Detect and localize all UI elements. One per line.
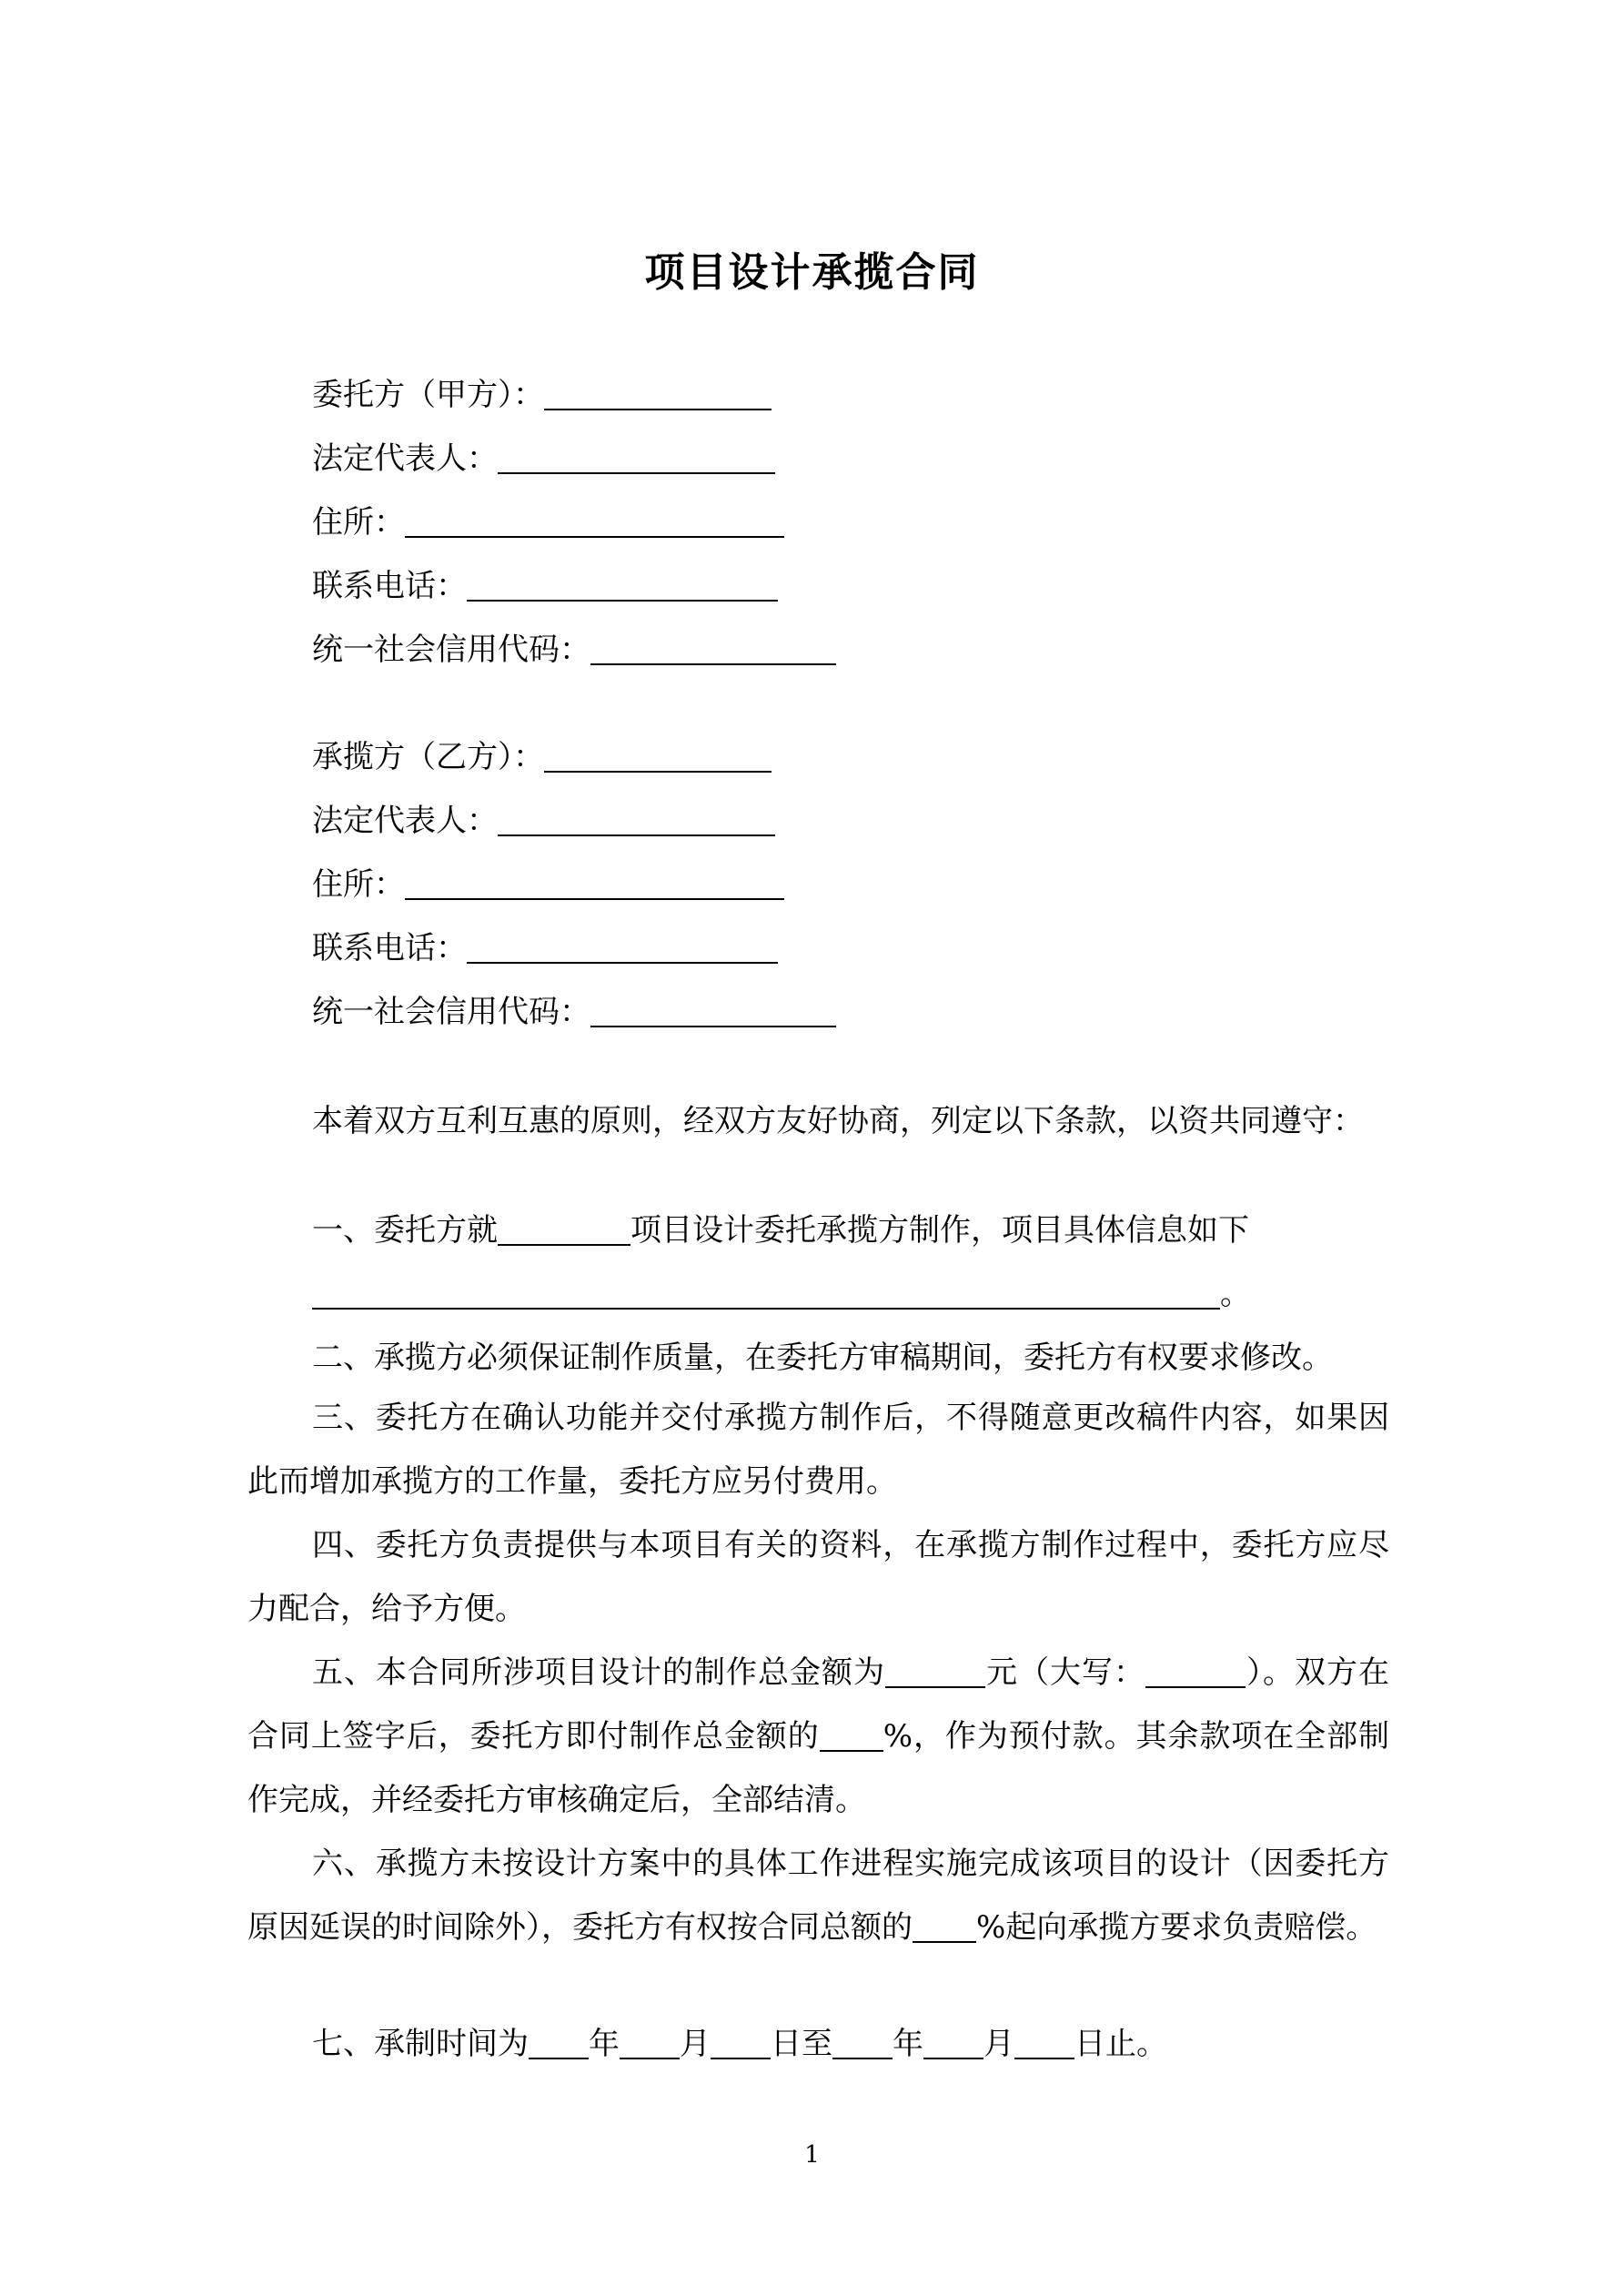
clause-1-text-end: 项目设计委托承揽方制作，项目具体信息如下 — [630, 1212, 1249, 1249]
party-b-phone-blank[interactable] — [467, 929, 778, 964]
party-a-address-blank[interactable] — [405, 503, 784, 538]
party-b-code-row — [312, 990, 836, 1034]
clause-7-start-month-blank[interactable] — [620, 2025, 680, 2059]
party-b-phone-row — [312, 926, 778, 970]
party-b-phone-label: 联系电话： — [312, 930, 467, 966]
clause-1-info-row — [312, 1272, 1251, 1316]
party-a-code-label: 统一社会信用代码： — [312, 632, 590, 668]
party-a-rep-label: 法定代表人： — [312, 440, 498, 477]
clause-6-percent-blank[interactable] — [913, 1908, 976, 1943]
clause-5-text-2: 元（大写： — [985, 1654, 1145, 1691]
party-b-address-row — [312, 863, 784, 906]
party-b-rep-row — [312, 799, 775, 843]
clause-5-amount-words-blank[interactable] — [1145, 1654, 1246, 1688]
clause-1-info-blank[interactable] — [312, 1275, 1220, 1310]
clause-7-month2-label: 月 — [983, 2026, 1014, 2062]
party-b-address-label: 住所： — [312, 866, 405, 903]
clause-7-start-day-blank[interactable] — [711, 2025, 771, 2059]
clause-5-percent-blank[interactable] — [820, 1717, 883, 1752]
clause-7-end-month-blank[interactable] — [923, 2025, 983, 2059]
party-a-code-blank[interactable] — [590, 631, 836, 665]
clause-1-text-start: 一、委托方就 — [312, 1212, 498, 1249]
party-a-name-row — [312, 373, 772, 417]
clause-6 — [247, 1832, 1389, 1959]
party-a-code-row — [312, 628, 836, 672]
page-number: 1 — [804, 2141, 820, 2169]
clause-7-end-day-blank[interactable] — [1014, 2025, 1074, 2059]
party-b-name-blank[interactable] — [544, 738, 772, 773]
party-a-name-label: 委托方（甲方）： — [312, 377, 544, 413]
preamble: 本着双方互利互惠的原则，经双方友好协商，列定以下条款，以资共同遵守： — [312, 1103, 1364, 1139]
clause-6-text-2: %起向承揽方要求负责赔偿。 — [976, 1909, 1377, 1946]
clause-5-amount-blank[interactable] — [885, 1654, 985, 1688]
clause-7-text: 七、承制时间为 — [312, 2026, 529, 2062]
party-b-code-label: 统一社会信用代码： — [312, 994, 590, 1030]
clause-7-year-label: 年 — [589, 2026, 620, 2062]
party-a-phone-row — [312, 564, 778, 608]
clause-7-start-year-blank[interactable] — [529, 2025, 589, 2059]
clause-1-row — [312, 1209, 1249, 1252]
party-a-phone-blank[interactable] — [467, 567, 778, 602]
party-a-rep-row — [312, 437, 775, 480]
clause-5-text-1: 五、本合同所涉项目设计的制作总金额为 — [312, 1654, 885, 1691]
clause-1-period: 。 — [1220, 1276, 1251, 1312]
party-b-name-row — [312, 735, 772, 779]
party-a-address-label: 住所： — [312, 504, 405, 541]
party-b-name-label: 承揽方（乙方）： — [312, 739, 544, 775]
clause-7-day-to-label: 日至 — [771, 2026, 832, 2062]
party-a-phone-label: 联系电话： — [312, 568, 467, 604]
clause-1-project-blank[interactable] — [498, 1211, 630, 1246]
page-title: 项目设计承揽合同 — [644, 249, 980, 296]
clause-3: 三、委托方在确认功能并交付承揽方制作后，不得随意更改稿件内容，如果因此而增加承揽方的工作量，委托方应另付费用。 — [247, 1400, 1389, 1500]
party-a-rep-blank[interactable] — [498, 440, 775, 474]
clause-7-year2-label: 年 — [893, 2026, 923, 2062]
clause-5 — [247, 1641, 1389, 1832]
clause-5-text-4: %，作为预付款。其余款项在全部制作完成，并经委托方审核确定后，全部结清。 — [247, 1718, 1390, 1818]
clause-7-day-end-label: 日止。 — [1074, 2026, 1167, 2062]
party-a-address-row — [312, 501, 784, 544]
clause-7 — [312, 2022, 1167, 2066]
party-b-rep-label: 法定代表人： — [312, 803, 498, 839]
clause-2: 二、承揽方必须保证制作质量，在委托方审稿期间，委托方有权要求修改。 — [312, 1340, 1333, 1376]
clause-7-end-year-blank[interactable] — [832, 2025, 893, 2059]
party-a-name-blank[interactable] — [544, 376, 772, 410]
party-b-address-blank[interactable] — [405, 865, 784, 900]
party-b-code-blank[interactable] — [590, 993, 836, 1027]
clause-6-text-1: 六、承揽方未按设计方案中的具体工作进程实施完成该项目的设计（因委托方原因延误的时间除外），委托方有权按合同总额的 — [247, 1846, 1389, 1946]
clause-5-text-3: ）。双方在合同上签字后，委托方即付制作总金额的 — [247, 1654, 1389, 1755]
clause-7-month-label: 月 — [680, 2026, 711, 2062]
party-b-rep-blank[interactable] — [498, 802, 775, 836]
clause-4: 四、委托方负责提供与本项目有关的资料，在承揽方制作过程中，委托方应尽力配合，给予方便。 — [247, 1527, 1389, 1627]
